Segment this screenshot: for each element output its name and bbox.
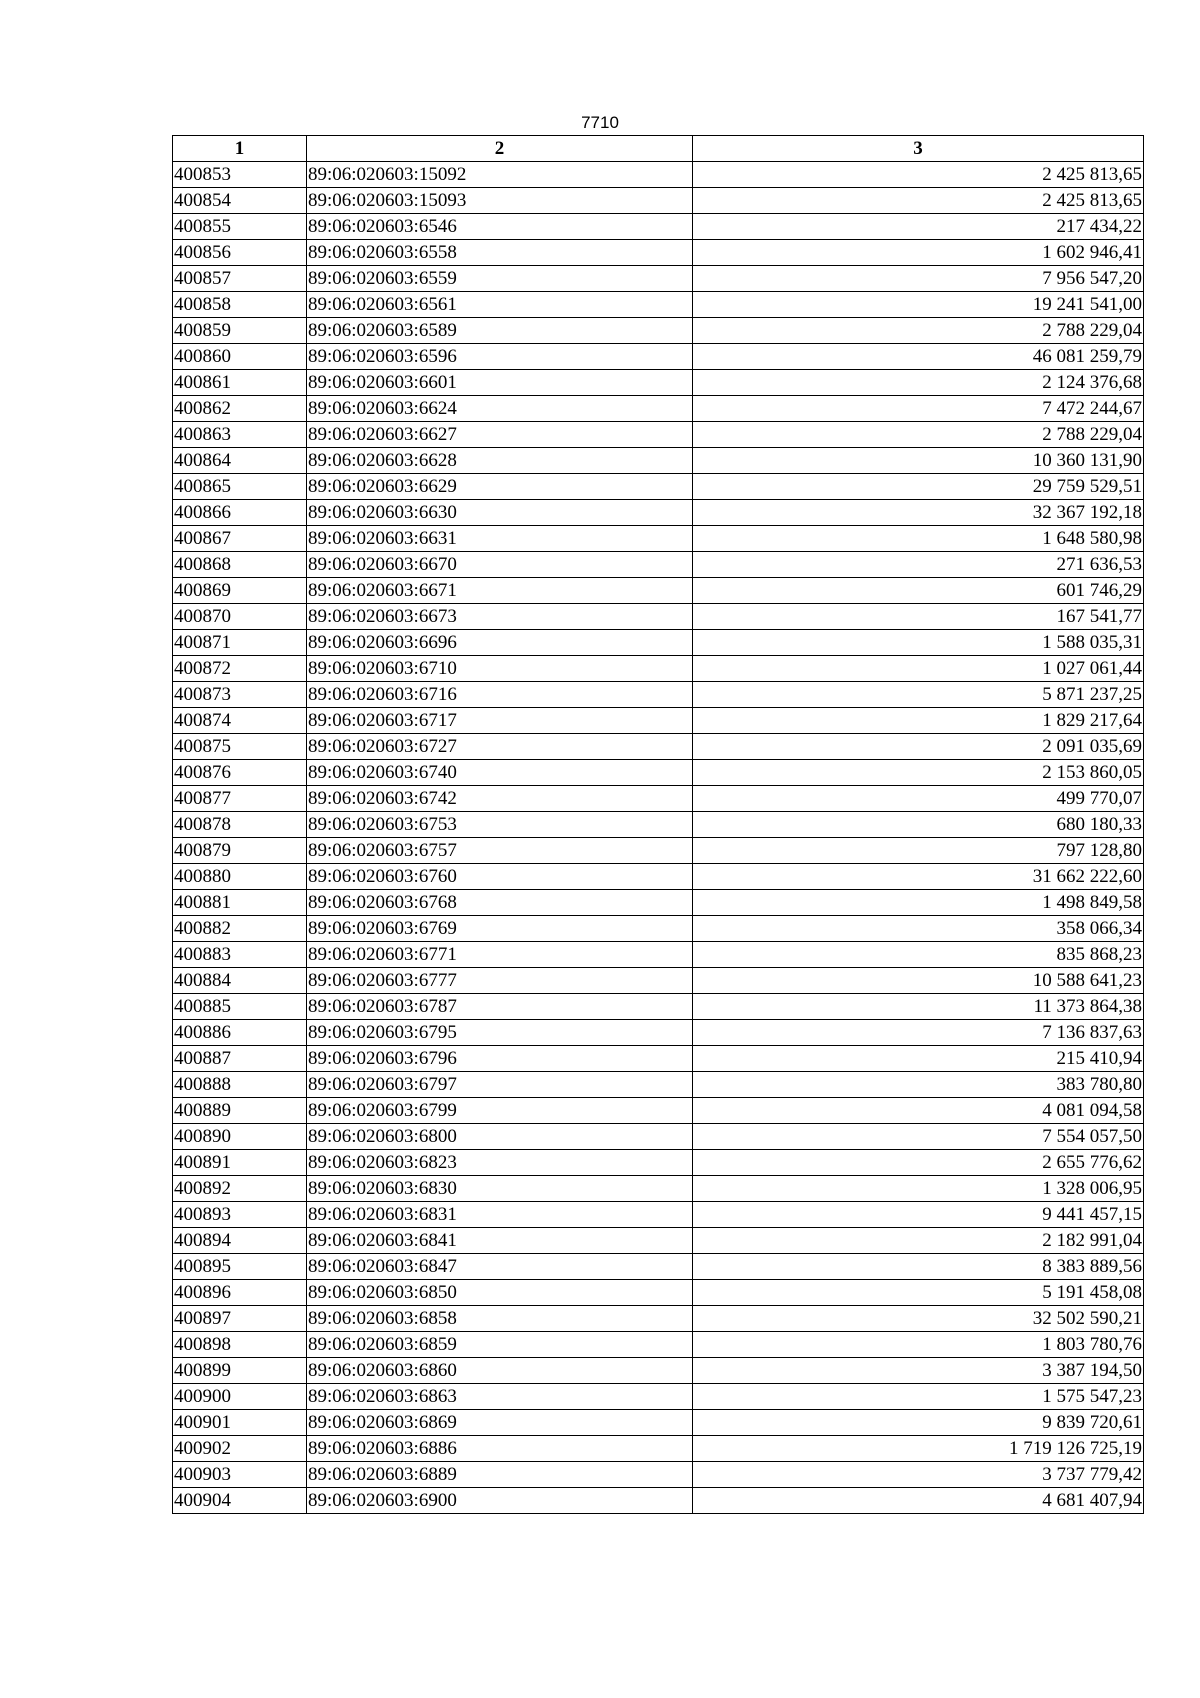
cadastral-value-cell: 3 387 194,50 [693,1358,1144,1384]
cadastral-value-cell: 2 124 376,68 [693,370,1144,396]
table-row [173,1436,1144,1462]
cadastral-number-cell: 89:06:020603:6559 [307,266,693,292]
table-row [173,942,1144,968]
cadastral-number-cell: 89:06:020603:6858 [307,1306,693,1332]
cadastral-number-cell: 89:06:020603:6627 [307,422,693,448]
row-number-cell: 400864 [173,448,307,474]
cadastral-value-cell: 29 759 529,51 [693,474,1144,500]
cadastral-value-cell: 1 575 547,23 [693,1384,1144,1410]
cadastral-number-cell: 89:06:020603:6670 [307,552,693,578]
row-number-cell: 400880 [173,864,307,890]
cadastral-number-cell: 89:06:020603:6671 [307,578,693,604]
table-row [173,1072,1144,1098]
page-number: 7710 [581,113,619,132]
cadastral-number-cell: 89:06:020603:6546 [307,214,693,240]
cadastral-value-cell: 3 737 779,42 [693,1462,1144,1488]
row-number-cell: 400885 [173,994,307,1020]
row-number-cell: 400896 [173,1280,307,1306]
cadastral-number-cell: 89:06:020603:6869 [307,1410,693,1436]
cadastral-number-cell: 89:06:020603:6624 [307,396,693,422]
cadastral-number-cell: 89:06:020603:6757 [307,838,693,864]
row-number-cell: 400877 [173,786,307,812]
cadastral-number-cell: 89:06:020603:6561 [307,292,693,318]
cadastral-number-cell: 89:06:020603:6717 [307,708,693,734]
cadastral-value-cell: 4 681 407,94 [693,1488,1144,1514]
table-row [173,1384,1144,1410]
cadastral-number-cell: 89:06:020603:6769 [307,916,693,942]
cadastral-number-cell: 89:06:020603:6628 [307,448,693,474]
table-row [173,448,1144,474]
row-number-cell: 400895 [173,1254,307,1280]
row-number-cell: 400876 [173,760,307,786]
cadastral-number-cell: 89:06:020603:6841 [307,1228,693,1254]
table-row [173,318,1144,344]
cadastral-value-cell: 2 655 776,62 [693,1150,1144,1176]
table-row [173,188,1144,214]
row-number-cell: 400873 [173,682,307,708]
cadastral-number-cell: 89:06:020603:6860 [307,1358,693,1384]
cadastral-value-cell: 680 180,33 [693,812,1144,838]
table-row [173,474,1144,500]
cadastral-value-cell: 1 719 126 725,19 [693,1436,1144,1462]
column-header-3: 3 [693,136,1144,162]
table-row [173,1280,1144,1306]
row-number-cell: 400867 [173,526,307,552]
cadastral-value-table [172,135,1144,1514]
cadastral-number-cell: 89:06:020603:6630 [307,500,693,526]
table-row [173,916,1144,942]
cadastral-value-cell: 215 410,94 [693,1046,1144,1072]
cadastral-value-cell: 32 502 590,21 [693,1306,1144,1332]
row-number-cell: 400892 [173,1176,307,1202]
row-number-cell: 400902 [173,1436,307,1462]
cadastral-number-cell: 89:06:020603:6859 [307,1332,693,1358]
table-row [173,162,1144,188]
cadastral-value-cell: 10 588 641,23 [693,968,1144,994]
cadastral-value-cell: 7 956 547,20 [693,266,1144,292]
cadastral-value-cell: 167 541,77 [693,604,1144,630]
cadastral-number-cell: 89:06:020603:6558 [307,240,693,266]
cadastral-value-cell: 2 425 813,65 [693,162,1144,188]
row-number-cell: 400893 [173,1202,307,1228]
cadastral-number-cell: 89:06:020603:6742 [307,786,693,812]
row-number-cell: 400883 [173,942,307,968]
cadastral-value-cell: 7 136 837,63 [693,1020,1144,1046]
table-row [173,1332,1144,1358]
table-row [173,630,1144,656]
table-row [173,396,1144,422]
table-row [173,1176,1144,1202]
cadastral-value-cell: 10 360 131,90 [693,448,1144,474]
row-number-cell: 400882 [173,916,307,942]
row-number-cell: 400858 [173,292,307,318]
cadastral-value-cell: 1 803 780,76 [693,1332,1144,1358]
cadastral-value-cell: 217 434,22 [693,214,1144,240]
column-header-1: 1 [173,136,307,162]
cadastral-value-cell: 2 788 229,04 [693,318,1144,344]
row-number-cell: 400868 [173,552,307,578]
row-number-cell: 400863 [173,422,307,448]
table-row [173,1202,1144,1228]
row-number-cell: 400900 [173,1384,307,1410]
table-row [173,604,1144,630]
cadastral-value-cell: 1 027 061,44 [693,656,1144,682]
cadastral-number-cell: 89:06:020603:6696 [307,630,693,656]
cadastral-number-cell: 89:06:020603:6629 [307,474,693,500]
row-number-cell: 400857 [173,266,307,292]
row-number-cell: 400901 [173,1410,307,1436]
cadastral-value-cell: 1 648 580,98 [693,526,1144,552]
cadastral-number-cell: 89:06:020603:6850 [307,1280,693,1306]
cadastral-value-cell: 1 588 035,31 [693,630,1144,656]
table-row [173,1124,1144,1150]
cadastral-number-cell: 89:06:020603:6795 [307,1020,693,1046]
row-number-cell: 400888 [173,1072,307,1098]
cadastral-value-cell: 5 191 458,08 [693,1280,1144,1306]
table-row [173,1020,1144,1046]
cadastral-number-cell: 89:06:020603:6787 [307,994,693,1020]
row-number-cell: 400872 [173,656,307,682]
cadastral-number-cell: 89:06:020603:6831 [307,1202,693,1228]
cadastral-number-cell: 89:06:020603:6823 [307,1150,693,1176]
header-row [173,136,1144,162]
table-row [173,786,1144,812]
row-number-cell: 400870 [173,604,307,630]
table-row [173,682,1144,708]
cadastral-value-cell: 601 746,29 [693,578,1144,604]
cadastral-number-cell: 89:06:020603:6740 [307,760,693,786]
table-row [173,552,1144,578]
cadastral-number-cell: 89:06:020603:6886 [307,1436,693,1462]
row-number-cell: 400879 [173,838,307,864]
table-row [173,838,1144,864]
row-number-cell: 400884 [173,968,307,994]
table-row [173,1306,1144,1332]
table-row [173,214,1144,240]
cadastral-number-cell: 89:06:020603:6596 [307,344,693,370]
row-number-cell: 400887 [173,1046,307,1072]
table-row [173,240,1144,266]
row-number-cell: 400889 [173,1098,307,1124]
table-row [173,734,1144,760]
cadastral-value-cell: 9 441 457,15 [693,1202,1144,1228]
row-number-cell: 400869 [173,578,307,604]
table-row [173,1462,1144,1488]
cadastral-number-cell: 89:06:020603:6631 [307,526,693,552]
table-row [173,656,1144,682]
row-number-cell: 400875 [173,734,307,760]
table-row [173,526,1144,552]
row-number-cell: 400886 [173,1020,307,1046]
row-number-cell: 400861 [173,370,307,396]
cadastral-number-cell: 89:06:020603:6863 [307,1384,693,1410]
table-row [173,890,1144,916]
cadastral-number-cell: 89:06:020603:6760 [307,864,693,890]
cadastral-value-cell: 383 780,80 [693,1072,1144,1098]
row-number-cell: 400891 [173,1150,307,1176]
cadastral-value-cell: 7 472 244,67 [693,396,1144,422]
cadastral-number-cell: 89:06:020603:6601 [307,370,693,396]
cadastral-value-cell: 1 829 217,64 [693,708,1144,734]
row-number-cell: 400855 [173,214,307,240]
cadastral-number-cell: 89:06:020603:6753 [307,812,693,838]
table-row [173,1150,1144,1176]
table-row [173,1228,1144,1254]
cadastral-number-cell: 89:06:020603:6777 [307,968,693,994]
cadastral-value-cell: 7 554 057,50 [693,1124,1144,1150]
cadastral-value-cell: 499 770,07 [693,786,1144,812]
row-number-cell: 400862 [173,396,307,422]
table-row [173,370,1144,396]
table-row [173,708,1144,734]
cadastral-value-cell: 835 868,23 [693,942,1144,968]
row-number-cell: 400890 [173,1124,307,1150]
row-number-cell: 400871 [173,630,307,656]
cadastral-number-cell: 89:06:020603:6768 [307,890,693,916]
cadastral-value-cell: 271 636,53 [693,552,1144,578]
table-row [173,1488,1144,1514]
cadastral-value-cell: 358 066,34 [693,916,1144,942]
row-number-cell: 400878 [173,812,307,838]
cadastral-number-cell: 89:06:020603:6589 [307,318,693,344]
cadastral-number-cell: 89:06:020603:15092 [307,162,693,188]
table-row [173,864,1144,890]
cadastral-number-cell: 89:06:020603:6727 [307,734,693,760]
cadastral-number-cell: 89:06:020603:6847 [307,1254,693,1280]
table-row [173,1046,1144,1072]
cadastral-value-cell: 8 383 889,56 [693,1254,1144,1280]
table-row [173,266,1144,292]
row-number-cell: 400874 [173,708,307,734]
table-row [173,968,1144,994]
table-row [173,292,1144,318]
cadastral-value-cell: 2 153 860,05 [693,760,1144,786]
row-number-cell: 400856 [173,240,307,266]
row-number-cell: 400881 [173,890,307,916]
table-row [173,812,1144,838]
table-header [173,136,1144,162]
cadastral-value-cell: 1 328 006,95 [693,1176,1144,1202]
table-row [173,1358,1144,1384]
table-row [173,578,1144,604]
cadastral-value-cell: 1 602 946,41 [693,240,1144,266]
cadastral-value-cell: 46 081 259,79 [693,344,1144,370]
cadastral-value-cell: 9 839 720,61 [693,1410,1144,1436]
cadastral-number-cell: 89:06:020603:6799 [307,1098,693,1124]
row-number-cell: 400898 [173,1332,307,1358]
cadastral-value-cell: 797 128,80 [693,838,1144,864]
cadastral-value-cell: 32 367 192,18 [693,500,1144,526]
cadastral-number-cell: 89:06:020603:6771 [307,942,693,968]
cadastral-number-cell: 89:06:020603:6830 [307,1176,693,1202]
row-number-cell: 400865 [173,474,307,500]
row-number-cell: 400853 [173,162,307,188]
table-row [173,422,1144,448]
row-number-cell: 400859 [173,318,307,344]
row-number-cell: 400854 [173,188,307,214]
cadastral-number-cell: 89:06:020603:15093 [307,188,693,214]
row-number-cell: 400860 [173,344,307,370]
cadastral-value-cell: 5 871 237,25 [693,682,1144,708]
row-number-cell: 400894 [173,1228,307,1254]
table-row [173,1098,1144,1124]
cadastral-value-cell: 2 788 229,04 [693,422,1144,448]
table-row [173,760,1144,786]
row-number-cell: 400903 [173,1462,307,1488]
cadastral-number-cell: 89:06:020603:6710 [307,656,693,682]
cadastral-value-cell: 2 091 035,69 [693,734,1144,760]
column-header-2: 2 [307,136,693,162]
row-number-cell: 400897 [173,1306,307,1332]
cadastral-value-cell: 19 241 541,00 [693,292,1144,318]
row-number-cell: 400899 [173,1358,307,1384]
table-row [173,344,1144,370]
table-row [173,1410,1144,1436]
row-number-cell: 400866 [173,500,307,526]
cadastral-number-cell: 89:06:020603:6889 [307,1462,693,1488]
cadastral-number-cell: 89:06:020603:6796 [307,1046,693,1072]
table-row [173,500,1144,526]
cadastral-value-cell: 1 498 849,58 [693,890,1144,916]
table-row [173,994,1144,1020]
cadastral-number-cell: 89:06:020603:6673 [307,604,693,630]
cadastral-number-cell: 89:06:020603:6716 [307,682,693,708]
table-row [173,1254,1144,1280]
cadastral-value-cell: 4 081 094,58 [693,1098,1144,1124]
cadastral-value-cell: 11 373 864,38 [693,994,1144,1020]
cadastral-value-cell: 2 425 813,65 [693,188,1144,214]
table-body [173,162,1144,1514]
cadastral-number-cell: 89:06:020603:6800 [307,1124,693,1150]
cadastral-value-cell: 2 182 991,04 [693,1228,1144,1254]
cadastral-number-cell: 89:06:020603:6797 [307,1072,693,1098]
cadastral-number-cell: 89:06:020603:6900 [307,1488,693,1514]
row-number-cell: 400904 [173,1488,307,1514]
cadastral-value-cell: 31 662 222,60 [693,864,1144,890]
